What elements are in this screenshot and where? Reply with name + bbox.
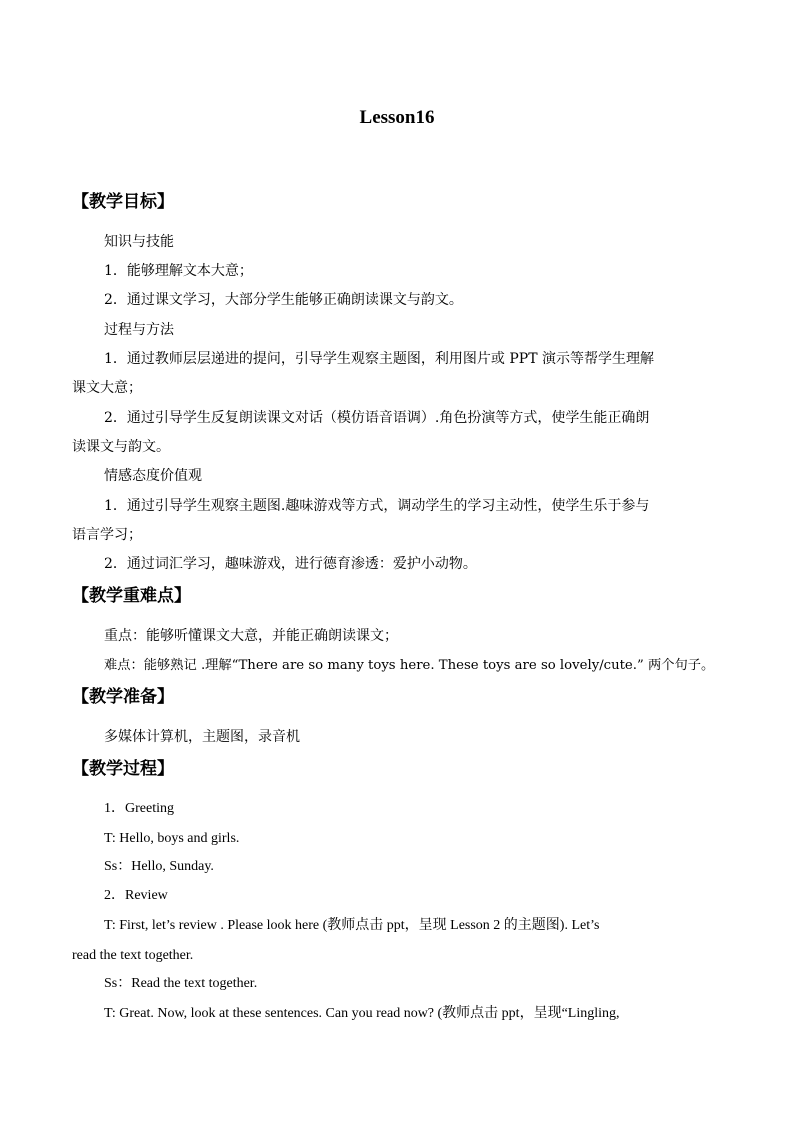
dialogue-line: T: Great. Now, look at these sentences. Can you read now? (教师点击 ppt，呈现“Lingling, — [104, 1006, 620, 1021]
preparation-content: 多媒体计算机，主题图，录音机 — [104, 729, 300, 745]
objective-item-cont: 读课文与韵文。 — [72, 439, 170, 455]
dialogue-line: T: Hello, boys and girls. — [104, 831, 240, 846]
key-point-focus: 重点：能够听懂课文大意，并能正确朗读课文； — [104, 628, 398, 644]
objective-item-cont: 语言学习； — [72, 527, 142, 543]
objective-item: 1．通过教师层层递进的提问，引导学生观察主题图，利用图片或 PPT 演示等帮学生理解 — [104, 351, 654, 367]
subheading-process: 过程与方法 — [104, 322, 174, 338]
dialogue-line: T: First, let’s review . Please look here (教师点击 ppt，呈现 Lesson 2 的主题图). Let’s — [104, 918, 600, 933]
heading-objectives: 【教学目标】 — [72, 192, 174, 212]
objective-item: 2．通过词汇学习，趣味游戏，进行德育渗透：爱护小动物。 — [104, 556, 477, 572]
process-step: 1．Greeting — [104, 801, 174, 816]
objective-item: 2．通过课文学习，大部分学生能够正确朗读课文与韵文。 — [104, 292, 463, 308]
objective-item-cont: 课文大意； — [72, 380, 142, 396]
objective-item: 1．能够理解文本大意； — [104, 263, 253, 279]
objective-item: 2．通过引导学生反复朗读课文对话（模仿语音语调）.角色扮演等方式，使学生能正确朗 — [104, 410, 650, 426]
objective-item: 1．通过引导学生观察主题图.趣味游戏等方式，调动学生的学习主动性，使学生乐于参与 — [104, 498, 650, 514]
key-point-difficulty: 难点：能够熟记 .理解“There are so many toys here. These toys are so lovely/cute.” 两个句子。 — [104, 658, 715, 673]
dialogue-line: Ss：Read the text together. — [104, 976, 258, 991]
process-step: 2．Review — [104, 888, 168, 903]
heading-process: 【教学过程】 — [72, 759, 174, 779]
subheading-knowledge: 知识与技能 — [104, 234, 174, 250]
subheading-attitude: 情感态度价值观 — [104, 468, 202, 484]
dialogue-line-cont: read the text together. — [72, 948, 194, 963]
dialogue-line: Ss：Hello, Sunday. — [104, 859, 214, 874]
heading-key-points: 【教学重难点】 — [72, 586, 191, 606]
page-title: Lesson16 — [359, 107, 435, 128]
heading-preparation: 【教学准备】 — [72, 687, 174, 707]
